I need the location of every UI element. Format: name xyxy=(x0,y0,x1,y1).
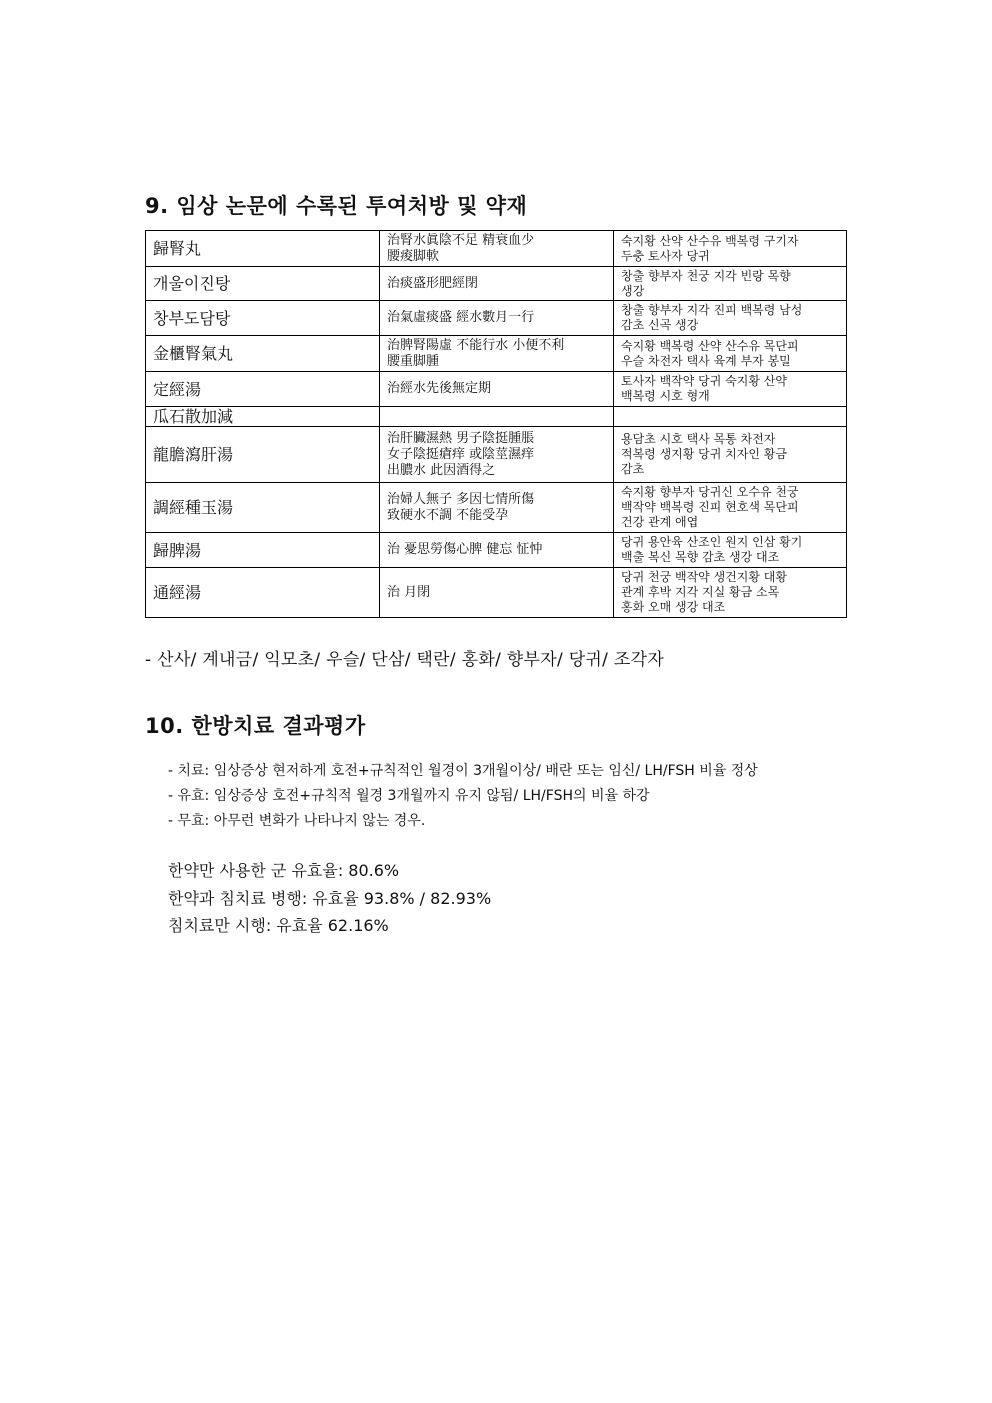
prescription-herbs: 창출 향부자 천궁 지각 빈랑 목향 생강 xyxy=(614,267,847,301)
criteria-cure: - 치료: 임상증상 현저하게 호전+규칙적인 월경이 3개월이상/ 배란 또는 임신/ LH/FSH 비율 정상 xyxy=(168,763,758,779)
prescription-herbs: 당귀 용안육 산조인 원지 인삼 황기 백출 복신 목향 감초 생강 대조 xyxy=(614,533,847,568)
prescription-indication: 治肝臟濕熱 男子陰挺腫脹 女子陰挺瘡痒 或陰莖濕痒 出膿水 此因酒得之 xyxy=(380,427,614,483)
prescription-indication: 治 月閉 xyxy=(380,568,614,618)
criteria-ineffective: - 무효: 아무런 변화가 나타나지 않는 경우. xyxy=(168,813,426,829)
section-10-heading: 10. 한방치료 결과평가 xyxy=(145,714,366,738)
prescription-indication: 治氣虛痰盛 經水數月一行 xyxy=(380,301,614,336)
prescription-indication xyxy=(380,407,614,427)
criteria-effective: - 유효: 임상증상 호전+규칙적 월경 3개월까지 유지 않됨/ LH/FSH의 비율 하강 xyxy=(168,788,650,804)
prescription-indication: 治經水先後無定期 xyxy=(380,372,614,407)
table-row xyxy=(146,483,847,533)
prescription-herbs: 창출 향부자 지각 진피 백복령 남성 감초 신곡 생강 xyxy=(614,301,847,336)
result-herbal-only: 한약만 사용한 군 유효율: 80.6% xyxy=(168,861,400,880)
prescription-indication: 治腎水眞陰不足 精衰血少 腰痠脚軟 xyxy=(380,231,614,267)
table-row xyxy=(146,372,847,407)
prescription-herbs: 당귀 천궁 백작약 생건지황 대황 관계 후박 지각 지실 황금 소목 홍화 오매 생강 대조 xyxy=(614,568,847,618)
prescription-name: 金櫃腎氣丸 xyxy=(146,336,380,372)
prescription-indication: 治脾腎陽虛 不能行水 小便不利 腰重脚腫 xyxy=(380,336,614,372)
table-row xyxy=(146,407,847,427)
prescription-indication: 治 憂思勞傷心脾 健忘 怔忡 xyxy=(380,533,614,568)
table-row xyxy=(146,336,847,372)
table-row xyxy=(146,301,847,336)
table-row xyxy=(146,533,847,568)
prescription-indication: 治痰盛形肥經閉 xyxy=(380,267,614,301)
prescription-herbs: 숙지황 백복령 산약 산수유 목단피 우슬 차전자 택사 육계 부자 봉밀 xyxy=(614,336,847,372)
table-row xyxy=(146,267,847,301)
herbs-list: - 산사/ 계내금/ 익모초/ 우슬/ 단삼/ 택란/ 홍화/ 향부자/ 당귀/ 조각자 xyxy=(145,650,665,670)
table-row xyxy=(146,231,847,267)
prescription-name: 通經湯 xyxy=(146,568,380,618)
prescription-herbs: 숙지황 향부자 당귀신 오수유 천궁 백작약 백복령 진피 현호색 목단피 건강 관계 애엽 xyxy=(614,483,847,533)
table-row xyxy=(146,568,847,618)
prescription-name: 歸脾湯 xyxy=(146,533,380,568)
prescription-name: 龍膽瀉肝湯 xyxy=(146,427,380,483)
prescription-herbs xyxy=(614,407,847,427)
prescription-herbs: 숙지황 산약 산수유 백복령 구기자 두충 토사자 당귀 xyxy=(614,231,847,267)
prescription-name: 창부도담탕 xyxy=(146,301,380,336)
table-row xyxy=(146,427,847,483)
section-9-heading: 9. 임상 논문에 수록된 투여처방 및 약재 xyxy=(145,194,528,218)
prescription-name: 歸腎丸 xyxy=(146,231,380,267)
prescription-herbs: 토사자 백작약 당귀 숙지황 산약 백복령 시호 형개 xyxy=(614,372,847,407)
prescription-name: 瓜石散加減 xyxy=(146,407,380,427)
prescription-indication: 治婦人無子 多因七情所傷 致硬水不調 不能受孕 xyxy=(380,483,614,533)
prescription-name: 調經種玉湯 xyxy=(146,483,380,533)
prescription-herbs: 용담초 시호 택사 목통 차전자 적복령 생지황 당귀 치자인 황금 감초 xyxy=(614,427,847,483)
prescription-name: 定經湯 xyxy=(146,372,380,407)
prescription-name: 개울이진탕 xyxy=(146,267,380,301)
result-herbal-acupuncture: 한약과 침치료 병행: 유효율 93.8% / 82.93% xyxy=(168,889,492,908)
result-acupuncture-only: 침치료만 시행: 유효율 62.16% xyxy=(168,916,389,935)
prescription-table xyxy=(145,230,847,618)
